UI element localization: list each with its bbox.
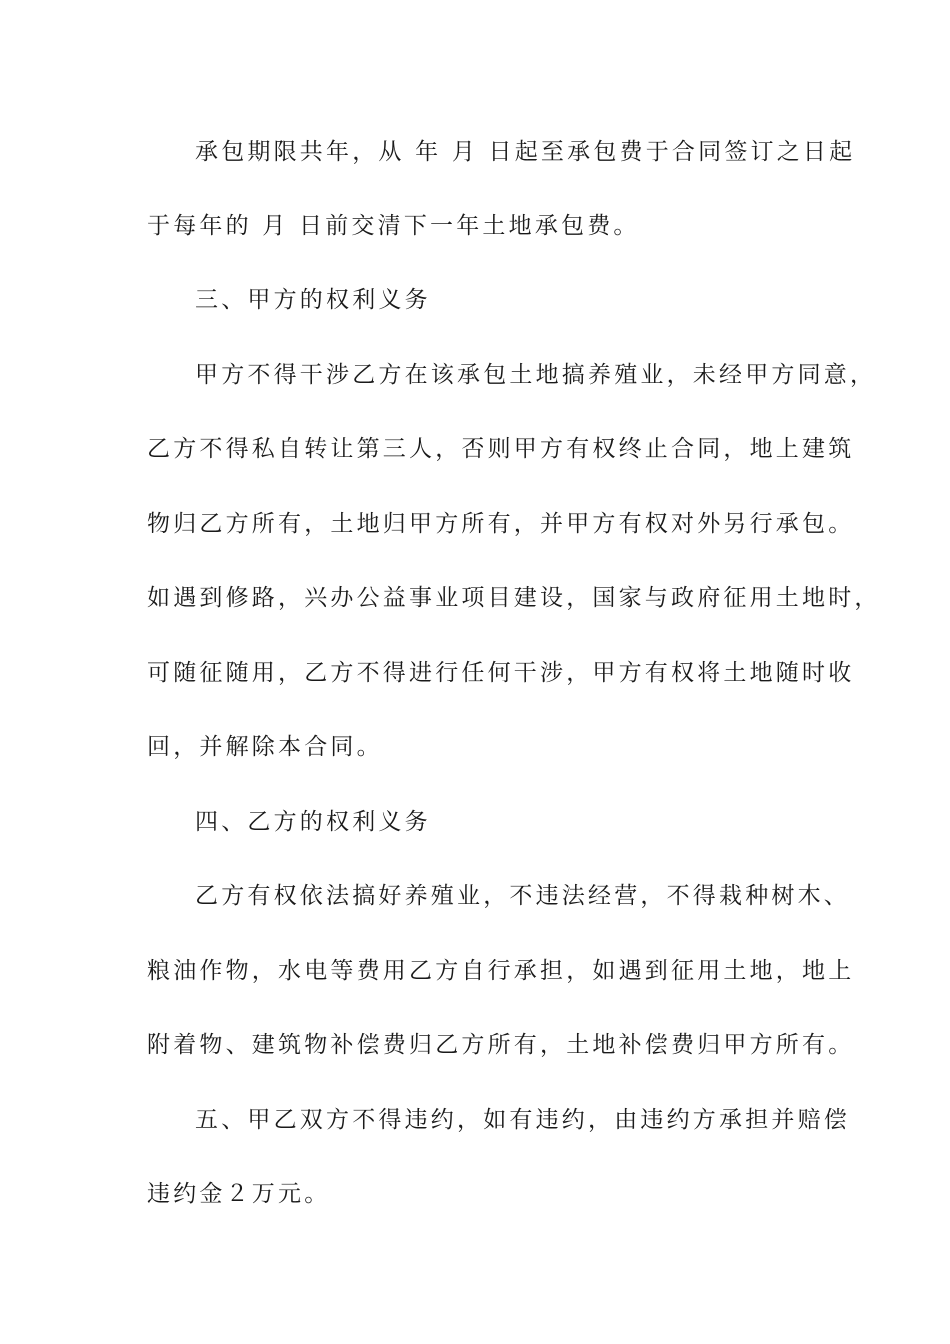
paragraph-line: 乙方有权依法搞好养殖业，不违法经营，不得栽种树木、 bbox=[195, 883, 850, 909]
section-heading: 四、乙方的权利义务 bbox=[195, 809, 431, 835]
paragraph-line: 于每年的 月 日前交清下一年土地承包费。 bbox=[147, 213, 640, 239]
paragraph-line: 如遇到修路，兴办公益事业项目建设，国家与政府征用土地时， bbox=[147, 585, 881, 611]
paragraph-line: 甲方不得干涉乙方在该承包土地搞养殖业，未经甲方同意， bbox=[195, 362, 877, 388]
paragraph-line: 承包期限共年，从 年 月 日起至承包费于合同签订之日起 bbox=[195, 139, 856, 165]
paragraph-line: 五、甲乙双方不得违约，如有违约，由违约方承担并赔偿 bbox=[195, 1107, 850, 1133]
paragraph-line: 粮油作物，水电等费用乙方自行承担，如遇到征用土地，地上 bbox=[147, 958, 855, 984]
paragraph-line: 乙方不得私自转让第三人，否则甲方有权终止合同，地上建筑 bbox=[147, 436, 855, 462]
paragraph-line: 回，并解除本合同。 bbox=[147, 734, 383, 760]
paragraph-line: 附着物、建筑物补偿费归乙方所有，土地补偿费归甲方所有。 bbox=[147, 1032, 855, 1058]
section-heading: 三、甲方的权利义务 bbox=[195, 287, 431, 313]
paragraph-line: 可随征随用，乙方不得进行任何干涉，甲方有权将土地随时收 bbox=[147, 660, 855, 686]
paragraph-line: 违约金２万元。 bbox=[147, 1181, 331, 1207]
paragraph-line: 物归乙方所有，土地归甲方所有，并甲方有权对外另行承包。 bbox=[147, 511, 855, 537]
